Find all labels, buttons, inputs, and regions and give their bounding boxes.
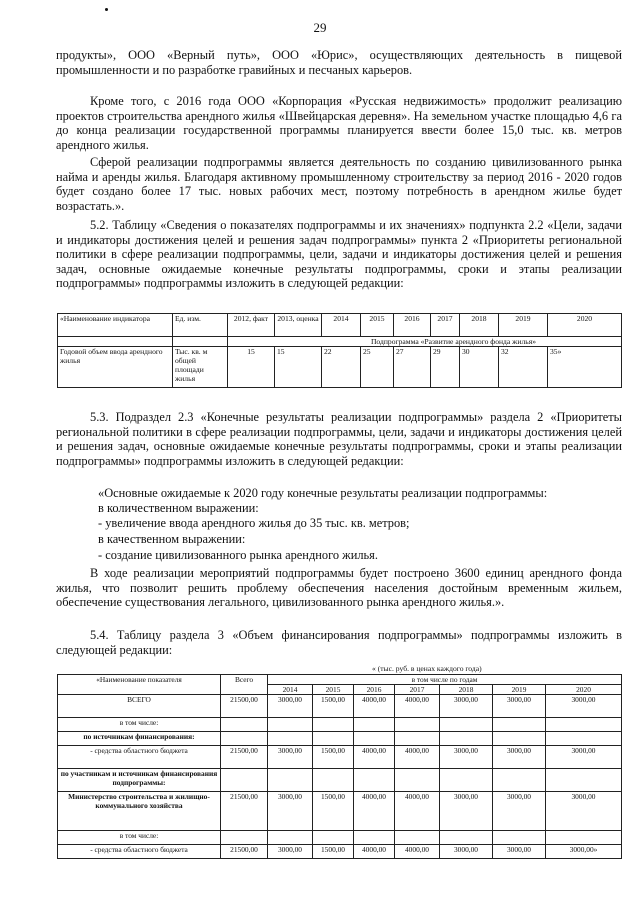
table-row: по участникам и источникам финансирования подпрограммы: — [58, 769, 622, 792]
results-qual-item: - создание цивилизованного рынка арендного жилья. — [98, 548, 378, 562]
results-quant-label: в количественном выражении: — [98, 501, 259, 515]
paragraph-5-3: 5.3. Подраздел 2.3 «Конечные результаты реализации подпрограммы» раздела 2 «Приоритеты региональной политики в сфере реализации подпрограммы, цели, задачи и индикаторы достижения целей и решения задач, основные ожидаемые конечные результаты подпрограммы, сроки и этапы реализации подпрограммы» подпрограммы изложить в следующей редакции: — [56, 410, 622, 468]
results-intro: «Основные ожидаемые к 2020 году конечные результаты реализации подпрограммы: — [98, 486, 548, 500]
table-row: Министерство строительства и жилищно-коммунального хозяйства 21500,00 3000,00 1500,00 4000,00 4000,00 3000,00 3000,00 3000,00 — [58, 792, 622, 831]
results-quant-item: - увеличение ввода арендного жилья до 35 тыс. кв. метров; — [98, 516, 410, 530]
table-row: в том числе: — [58, 831, 622, 845]
financing-table — [57, 674, 622, 859]
table-row: по источникам финансирования: — [58, 732, 622, 746]
paragraph-5-2: 5.2. Таблицу «Сведения о показателях подпрограммы и их значениях» подпункта 2.2 «Цели, задачи и индикаторы достижения целей и решения задач подпрограммы» пункта 2 «Приоритеты региональной политики в сфере реализации подпрограммы, цели, задачи и индикаторы достижения целей и решения задач, основные ожидаемые конечные результаты подпрограммы, сроки и этапы реализации подпрограммы» подпрограммы изложить в следующей редакции: — [56, 218, 622, 291]
scan-speck — [105, 8, 108, 11]
table-header-row: «Наименование индикатора Ед. изм. 2012, факт 2013, оценка 2014 2015 2016 2017 2018 2019 2020 — [58, 314, 622, 337]
paragraph-3: Сферой реализации подпрограммы является деятельность по созданию цивилизованного рынка найма и аренды жилья. Благодаря активному промышленному строительству за период 2016 - 2020 годов будет создано более 17 тыс. новых рабочих мест, поэтому потребность в арендном жилье будет возрастать.». — [56, 155, 622, 213]
paragraph-results-detail: В ходе реализации мероприятий подпрограммы будет построено 3600 единиц арендного фонда жилья, что позволит решить проблему обеспечения населения достойным временным жильем, обеспечение существования легального, цивилизованного рынка арендного жилья.». — [56, 566, 622, 610]
years-row: 2014 2015 2016 2017 2018 2019 2020 — [58, 685, 622, 695]
unit-note: « (тыс. руб. в ценах каждого года) — [372, 664, 482, 673]
table-row: в том числе: — [58, 718, 622, 732]
results-qual-label: в качественном выражении: — [98, 532, 246, 546]
paragraph-2: Кроме того, с 2016 года ООО «Корпорация «Русская недвижимость» продолжит реализацию проектов строительства арендного жилья «Швейцарская деревня». На земельном участке площадью 4,6 га до конца реализации государственной программы планируется ввести более 15,0 тыс. кв. метров арендного жилья. — [56, 94, 622, 152]
page-number: 29 — [313, 20, 327, 35]
paragraph-5-4: 5.4. Таблицу раздела 3 «Объем финансирования подпрограммы» подпрограммы изложить в следующей редакции: — [56, 628, 622, 657]
indicators-table — [57, 313, 622, 388]
table-row: Годовой объем ввода арендного жилья Тыс. кв. м общей площади жилья 15 15 22 25 27 29 30 32 35» — [58, 347, 622, 388]
paragraph-1: продукты», ООО «Верный путь», ООО «Юрис», осуществляющих деятельность в пищевой промышленности и по разработке гравийных и песчаных карьеров. — [56, 48, 622, 77]
table-subheader-row: Подпрограмма «Развитие арендного фонда жилья» — [58, 337, 622, 347]
table-row: - средства областного бюджета 21500,00 3000,00 1500,00 4000,00 4000,00 3000,00 3000,00 3000,00 — [58, 746, 622, 769]
table-row: ВСЕГО 21500,00 3000,00 1500,00 4000,00 4000,00 3000,00 3000,00 3000,00 — [58, 695, 622, 718]
table-header-row: «Наименование показателя Всего в том числе по годам — [58, 675, 622, 685]
table-row: - средства областного бюджета 21500,00 3000,00 1500,00 4000,00 4000,00 3000,00 3000,00 3000,00» — [58, 845, 622, 859]
